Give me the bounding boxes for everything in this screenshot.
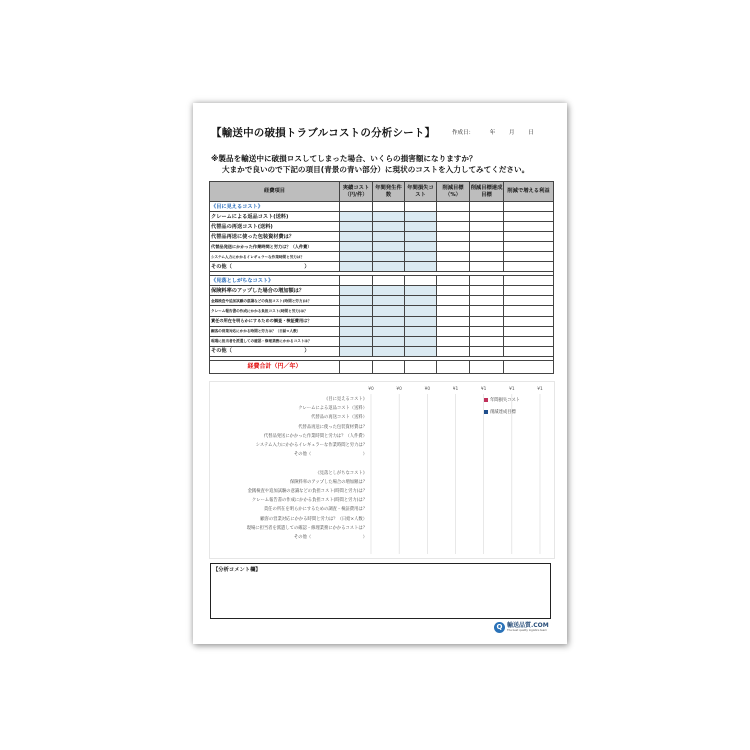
value-cell xyxy=(437,326,470,336)
value-cell xyxy=(437,346,470,356)
header-increased-profit: 削減で増える利益 xyxy=(504,182,554,202)
value-cell xyxy=(340,276,373,286)
category-label: その他（ ） xyxy=(293,535,367,540)
input-cell[interactable] xyxy=(373,222,405,232)
value-cell xyxy=(504,316,554,326)
x-tick-label: ¥1 xyxy=(480,387,487,392)
date-day: 日 xyxy=(528,130,534,136)
instruction-note-1: ※製品を輸送中に破損ロスしてしまった場合、いくらの損害額になりますか？ xyxy=(211,154,477,163)
table-row xyxy=(210,232,554,242)
date-label: 作成日： xyxy=(452,130,475,136)
value-cell xyxy=(470,336,504,346)
section-label: 《見落としがちなコスト》 xyxy=(210,276,340,286)
value-cell xyxy=(470,296,504,306)
category-label: クレームによる返品コスト（送料） xyxy=(298,406,367,412)
category-label: 代替品発送にかかった作業時間と労力は？（人件費） xyxy=(263,433,367,439)
logo-name: 輸送品質.COM xyxy=(507,622,549,629)
input-cell[interactable] xyxy=(373,232,405,242)
header-reduction-target: 削減目標（%） xyxy=(437,182,470,202)
value-cell xyxy=(437,276,470,286)
input-cell[interactable] xyxy=(405,232,437,242)
creation-date xyxy=(450,128,534,136)
value-cell xyxy=(504,212,554,222)
value-cell xyxy=(470,276,504,286)
category-label: 顧客の営業対応にかかる時間と労力は？（日給×人数） xyxy=(260,516,367,522)
table-row xyxy=(210,252,554,262)
row-label: 金銭検査や追加試験の意識などの負担コスト(時間と労力)は？ xyxy=(210,296,340,306)
input-cell[interactable] xyxy=(340,252,373,262)
total-cell xyxy=(504,360,554,373)
row-label: その他（ ） xyxy=(210,346,340,356)
input-cell[interactable] xyxy=(373,346,405,356)
input-cell[interactable] xyxy=(340,326,373,336)
value-cell xyxy=(470,232,504,242)
row-label: 代替品発送にかかった作業時間と労力は？（人件費） xyxy=(210,242,340,252)
logo xyxy=(494,622,549,633)
value-cell xyxy=(470,346,504,356)
input-cell[interactable] xyxy=(340,212,373,222)
input-cell[interactable] xyxy=(373,336,405,346)
row-label: 責任の所在を明らかにするための調査・検証費用は？ xyxy=(210,316,340,326)
value-cell xyxy=(340,202,373,212)
value-cell xyxy=(437,202,470,212)
table-row xyxy=(210,242,554,252)
x-tick-label: ¥1 xyxy=(509,387,515,392)
value-cell xyxy=(470,306,504,316)
value-cell xyxy=(437,242,470,252)
legend-label: 削減達成目標 xyxy=(490,410,516,415)
value-cell xyxy=(504,202,554,212)
table-row xyxy=(210,286,554,296)
row-label: 現場に担当者を派遣しての確認・修理業務にかかるコストは？ xyxy=(210,336,340,346)
value-cell xyxy=(437,286,470,296)
total-cell xyxy=(340,360,373,373)
value-cell xyxy=(504,262,554,272)
category-label: 責任の所在を明らかにするための調査・検証費用は？ xyxy=(263,507,367,513)
total-cell xyxy=(470,360,504,373)
value-cell xyxy=(470,326,504,336)
table-row xyxy=(210,336,554,346)
value-cell xyxy=(504,326,554,336)
input-cell[interactable] xyxy=(405,336,437,346)
value-cell xyxy=(504,296,554,306)
table-row xyxy=(210,316,554,326)
value-cell xyxy=(470,222,504,232)
input-cell[interactable] xyxy=(373,262,405,272)
total-cell xyxy=(437,360,470,373)
legend-swatch xyxy=(484,398,488,402)
row-label: その他（ ） xyxy=(210,262,340,272)
cost-table xyxy=(209,181,554,374)
table-row xyxy=(210,306,554,316)
input-cell[interactable] xyxy=(405,316,437,326)
input-cell[interactable] xyxy=(340,222,373,232)
cost-bar-chart xyxy=(209,381,555,559)
value-cell xyxy=(405,202,437,212)
value-cell xyxy=(504,222,554,232)
value-cell xyxy=(504,306,554,316)
input-cell[interactable] xyxy=(405,326,437,336)
value-cell xyxy=(437,296,470,306)
value-cell xyxy=(437,316,470,326)
x-tick-label: ¥0 xyxy=(368,387,374,392)
category-label: 保険料率のアップした場合の増加額は？ xyxy=(289,479,367,485)
category-label: 代替品再送に使った包装資材費は？ xyxy=(298,424,367,430)
category-label: システム入力にかかるイレギュラーな作業時間と労力は？ xyxy=(255,443,367,448)
chart-legend xyxy=(484,397,520,421)
header-annual-count: 年間発生件数 xyxy=(373,182,405,202)
table-row xyxy=(210,222,554,232)
input-cell[interactable] xyxy=(340,242,373,252)
table-row xyxy=(210,296,554,306)
input-cell[interactable] xyxy=(340,296,373,306)
total-cell xyxy=(373,360,405,373)
value-cell xyxy=(373,276,405,286)
row-label: 代替品の再送コスト(送料) xyxy=(210,222,340,232)
logo-sub: The best quality logistics team xyxy=(507,629,547,632)
analysis-sheet xyxy=(193,103,567,644)
value-cell xyxy=(504,336,554,346)
row-label: システム入力にかかるイレギュラーな作業時間と労力は？ xyxy=(210,252,340,262)
input-cell[interactable] xyxy=(340,316,373,326)
input-cell[interactable] xyxy=(340,306,373,316)
input-cell[interactable] xyxy=(405,306,437,316)
row-label: 保険料率のアップした場合の増加額は？ xyxy=(210,286,340,296)
value-cell xyxy=(437,252,470,262)
date-month: 月 xyxy=(509,130,515,136)
value-cell xyxy=(504,276,554,286)
value-cell xyxy=(437,262,470,272)
value-cell xyxy=(504,286,554,296)
category-label: 現場に担当者を派遣しての確認・修理業務にかかるコストは？ xyxy=(246,525,367,531)
comment-box[interactable] xyxy=(210,563,551,619)
input-cell[interactable] xyxy=(405,252,437,262)
value-cell xyxy=(504,346,554,356)
input-cell[interactable] xyxy=(340,336,373,346)
value-cell xyxy=(504,242,554,252)
comment-label: 【分析コメント欄】 xyxy=(213,567,261,573)
value-cell xyxy=(373,202,405,212)
value-cell xyxy=(470,316,504,326)
input-cell[interactable] xyxy=(340,232,373,242)
date-year: 年 xyxy=(489,130,496,136)
row-label: 顧客の営業対応にかかる時間と労力は？（日給×人数） xyxy=(210,326,340,336)
input-cell[interactable] xyxy=(373,252,405,262)
row-label: クレームによる返品コスト(送料) xyxy=(210,212,340,222)
sheet-title: 【輸送中の破損トラブルコストの分析シート】 xyxy=(211,127,436,139)
category-label: 《目に見えるコスト》 xyxy=(324,397,367,402)
input-cell[interactable] xyxy=(405,346,437,356)
category-label: その他（ ） xyxy=(293,452,367,458)
input-cell[interactable] xyxy=(405,262,437,272)
table-row xyxy=(210,326,554,336)
value-cell xyxy=(470,242,504,252)
value-cell xyxy=(437,222,470,232)
category-label: クレーム報告書の作成にかかる負担コスト(時間と労力)は？ xyxy=(251,498,367,504)
value-cell xyxy=(405,276,437,286)
table-row xyxy=(210,346,554,356)
legend-item xyxy=(484,409,520,415)
input-cell[interactable] xyxy=(373,326,405,336)
row-label: クレーム報告書の作成にかかる負担コスト(時間と労力)は？ xyxy=(210,306,340,316)
header-annual-loss: 年間損失コスト xyxy=(405,182,437,202)
value-cell xyxy=(470,262,504,272)
instruction-note-2: 大まかで良いので下記の項目(青景の青い部分）に現状のコストを入力してみてください。 xyxy=(222,165,530,174)
total-row xyxy=(210,360,554,373)
input-cell[interactable] xyxy=(405,286,437,296)
header-item: 経費項目 xyxy=(210,182,340,202)
value-cell xyxy=(504,232,554,242)
total-label: 経費合計（円／年） xyxy=(210,360,340,373)
input-cell[interactable] xyxy=(373,306,405,316)
input-cell[interactable] xyxy=(405,222,437,232)
header-target-achievement: 削減目標達成目標 xyxy=(470,182,504,202)
x-tick-label: ¥0 xyxy=(424,387,431,392)
logo-mark-icon: Q xyxy=(494,622,505,633)
input-cell[interactable] xyxy=(405,296,437,306)
section-row xyxy=(210,276,554,286)
input-cell[interactable] xyxy=(340,346,373,356)
x-tick-label: ¥1 xyxy=(537,387,543,392)
value-cell xyxy=(437,336,470,346)
table-row xyxy=(210,212,554,222)
input-cell[interactable] xyxy=(373,316,405,326)
value-cell xyxy=(437,212,470,222)
input-cell[interactable] xyxy=(373,296,405,306)
input-cell[interactable] xyxy=(373,242,405,252)
category-label: 代替品の再送コスト（送料） xyxy=(311,415,367,421)
input-cell[interactable] xyxy=(373,212,405,222)
input-cell[interactable] xyxy=(405,212,437,222)
value-cell xyxy=(470,202,504,212)
input-cell[interactable] xyxy=(405,242,437,252)
table-header-row xyxy=(210,182,554,202)
input-cell[interactable] xyxy=(373,286,405,296)
x-tick-label: ¥1 xyxy=(452,387,459,392)
input-cell[interactable] xyxy=(340,286,373,296)
value-cell xyxy=(504,252,554,262)
header-actual-cost: 実績コスト（円/件） xyxy=(340,182,373,202)
legend-swatch xyxy=(484,410,488,414)
total-cell xyxy=(405,360,437,373)
value-cell xyxy=(470,212,504,222)
category-label: 金銭検査や追加試験の意識などの負担コスト(時間と労力)は？ xyxy=(247,489,367,494)
input-cell[interactable] xyxy=(340,262,373,272)
section-label: 《目に見えるコスト》 xyxy=(210,202,340,212)
table-row xyxy=(210,262,554,272)
value-cell xyxy=(470,252,504,262)
value-cell xyxy=(470,286,504,296)
legend-item xyxy=(484,397,520,403)
legend-label: 年間損失コスト xyxy=(490,398,521,403)
category-label: 《見落としがちなコスト》 xyxy=(315,470,367,476)
value-cell xyxy=(437,232,470,242)
value-cell xyxy=(437,306,470,316)
row-label: 代替品再送に使った包装資材費は？ xyxy=(210,232,340,242)
section-row xyxy=(210,202,554,212)
x-tick-label: ¥0 xyxy=(396,387,402,392)
